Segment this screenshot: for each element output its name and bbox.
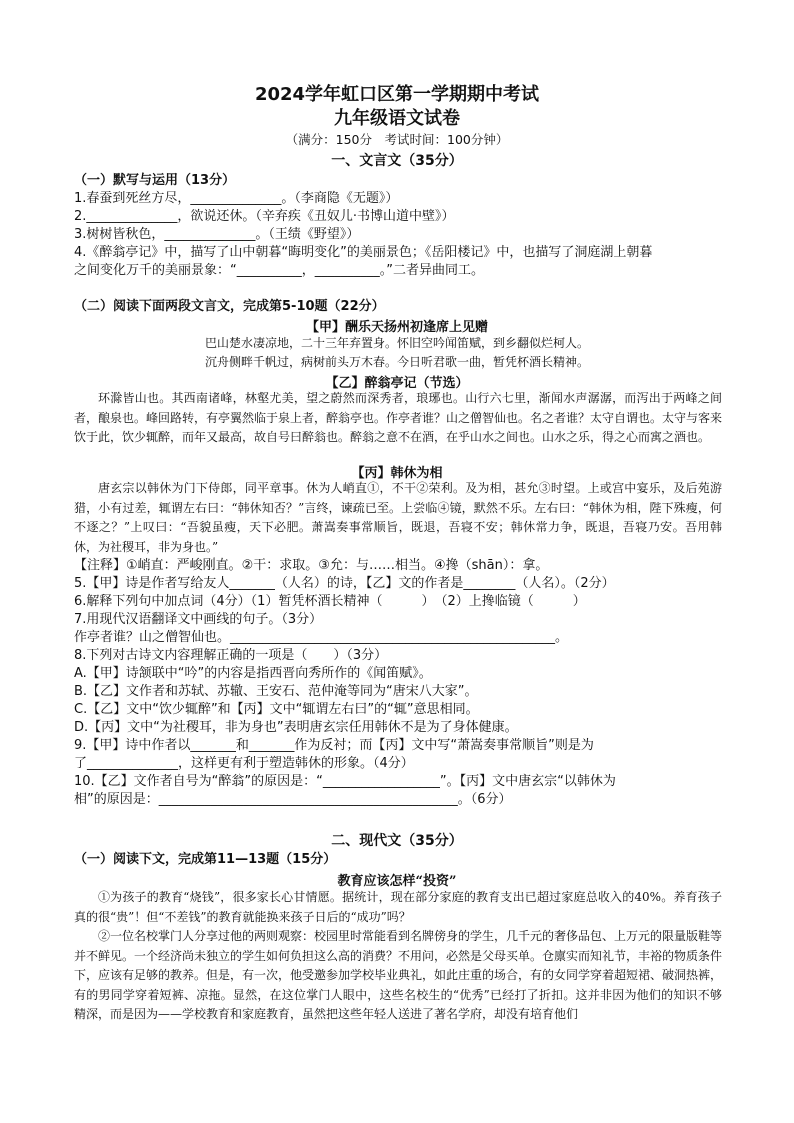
- question-1: 1.春蚕到死丝方尽，______________。（李商隐《无题》）: [74, 191, 399, 206]
- question-4-line-1: 4.《醉翁亭记》中，描写了山中朝暮“晦明变化”的美丽景色；《岳阳楼记》中，也描写了洞庭湖上朝暮: [74, 245, 653, 260]
- article-paragraph-2: ②一位名校掌门人分享过他的两则观察：校园里时常能看到名牌傍身的学生，几千元的奢侈品包、上万元的限量版鞋等并不鲜见。一个经济尚未独立的学生如何负担这么高的消费？不用问，必然是父母买单。仓廪实而知礼节，丰裕的物质条件下，应该有足够的教养。但是，有一次，他受邀参加学校毕业典礼，如此庄重的场合，有的女同学穿着超短裙、破洞热裤，有的男同学穿着短裤、凉拖。显然，在这位掌门人眼中，这些名校生的“优秀”已经打了折扣。这并非因为他们的知识不够精深，而是因为——学校教育和家庭教育，虽然把这些年轻人送进了著名学府，却没有培育他们: [74, 929, 723, 1021]
- question-3: 3.树树皆秋色，______________。（王绩《野望》）: [74, 227, 360, 242]
- question-9-line-1: 9.【甲】诗中作者以_______和_______作为反衬；而【丙】文中写“萧嵩奏事常顺旨”则是为: [74, 738, 594, 753]
- passage-bing-text: 唐玄宗以韩休为门下侍郎，同平章事。休为人峭直①，不干②荣利。及为相，甚允③时望。上或宫中宴乐，及后苑游猎，小有过差，辄谓左右曰：“韩休知否？”言终，谏疏已至。上尝临④镜，默然不乐。左右曰：“韩休为相，陛下殊瘦，何不逐之？”上叹曰：“吾貌虽瘦，天下必肥。萧嵩奏事常顺旨，既退，吾寝不安；韩休常力争，既退，吾寝乃安。吾用韩休，为社稷耳，非为身也。”: [74, 481, 722, 554]
- question-8-option-c: C.【乙】文中“饮少辄醉”和【丙】文中“辄谓左右曰”的“辄”意思相同。: [74, 702, 479, 717]
- exam-meta: （满分：150分 考试时间：100分钟）: [285, 132, 509, 147]
- exam-subtitle: 九年级语文试卷: [334, 108, 460, 129]
- passage-jia-line-2: 沉舟侧畔千帆过，病树前头万木春。今日听君歌一曲，暂凭杯酒长精神。: [204, 355, 589, 369]
- question-8-option-a: A.【甲】诗颔联中“吟”的内容是指西晋向秀所作的《闻笛赋》。: [74, 666, 432, 681]
- question-9-line-2: 了______________，这样更有利于塑造韩休的形象。（4分）: [74, 756, 414, 771]
- passage-jia-line-1: 巴山楚水凄凉地，二十三年弃置身。怀旧空吟闻笛赋，到乡翻似烂柯人。: [204, 336, 589, 350]
- passage-jia-title: 【甲】酬乐天扬州初逢席上见赠: [305, 320, 488, 335]
- subsection-title-modern-reading: （一）阅读下文，完成第11—13题（15分）: [74, 852, 337, 867]
- question-6: 6.解释下列句中加点词（4分）（1）暂凭杯酒长精神（ ） （2）上搀临镜（ ）: [74, 594, 586, 609]
- section-title-classical: 一、文言文（35分）: [331, 153, 463, 169]
- section-title-modern: 二、现代文（35分）: [331, 833, 463, 849]
- subsection-title-reading: （二）阅读下面两段文言文，完成第5-10题（22分）: [74, 299, 385, 314]
- subsection-title-dictation: （一）默写与运用（13分）: [74, 173, 236, 188]
- passage-yi-text: 环滁皆山也。其西南诸峰，林壑尤美，望之蔚然而深秀者，琅琊也。山行六七里，渐闻水声潺潺，而泻出于两峰之间者，酿泉也。峰回路转，有亭翼然临于泉上者，醉翁亭也。作亭者谁？山之僧智仙也。名之者谁？太守自谓也。太守与客来饮于此，饮少辄醉，而年又最高，故自号曰醉翁也。醉翁之意不在酒，在乎山水之间也。山水之乐，得之心而寓之酒也。: [74, 391, 723, 444]
- question-10-line-1: 10.【乙】文作者自号为“醉翁”的原因是：“__________________”。【丙】文中唐玄宗“以韩休为: [74, 774, 616, 789]
- question-8-option-d: D.【丙】文中“为社稷耳，非为身也”表明唐玄宗任用韩休不是为了身体健康。: [74, 720, 518, 735]
- exam-title: 2024学年虹口区第一学期期中考试: [254, 84, 540, 105]
- question-10-line-2: 相”的原因是：______________________________________________。（6分）: [74, 792, 512, 807]
- question-7: 7.用现代汉语翻译文中画线的句子。（3分）: [74, 612, 323, 627]
- question-7-answer: 作亭者谁？山之僧智仙也。__________________________________________________。: [74, 630, 569, 645]
- article-paragraph-1: ①为孩子的教育“烧钱”，很多家长心甘情愿。据统计，现在部分家庭的教育支出已超过家庭总收入的40%。养育孩子真的很“贵”！但“不差钱”的教育就能换来孩子日后的“成功”吗？: [74, 890, 722, 924]
- question-4-line-2: 之间变化万千的美丽景象：“__________，__________。”二者异曲同工。: [74, 263, 484, 278]
- question-5: 5.【甲】诗是作者写给友人_______（人名）的诗，【乙】文的作者是________（人名）。（2分）: [74, 576, 615, 591]
- passage-bing-title: 【丙】韩休为相: [351, 466, 443, 481]
- question-8: 8.下列对古诗文内容理解正确的一项是（ ）（3分）: [74, 648, 388, 663]
- article-title: 教育应该怎样“投资”: [337, 874, 457, 889]
- passage-yi-title: 【乙】醉翁亭记（节选）: [325, 376, 469, 391]
- question-8-option-b: B.【乙】文作者和苏轼、苏辙、王安石、范仲淹等同为“唐宋八大家”。: [74, 684, 478, 699]
- passage-notes: 【注释】①峭直：严峻刚直。②干：求取。③允：与……相当。④搀（shān）：拿。: [74, 558, 549, 573]
- question-2: 2.______________，欲说还休。（辛弃疾《丑奴儿·书博山道中壁》）: [74, 209, 455, 224]
